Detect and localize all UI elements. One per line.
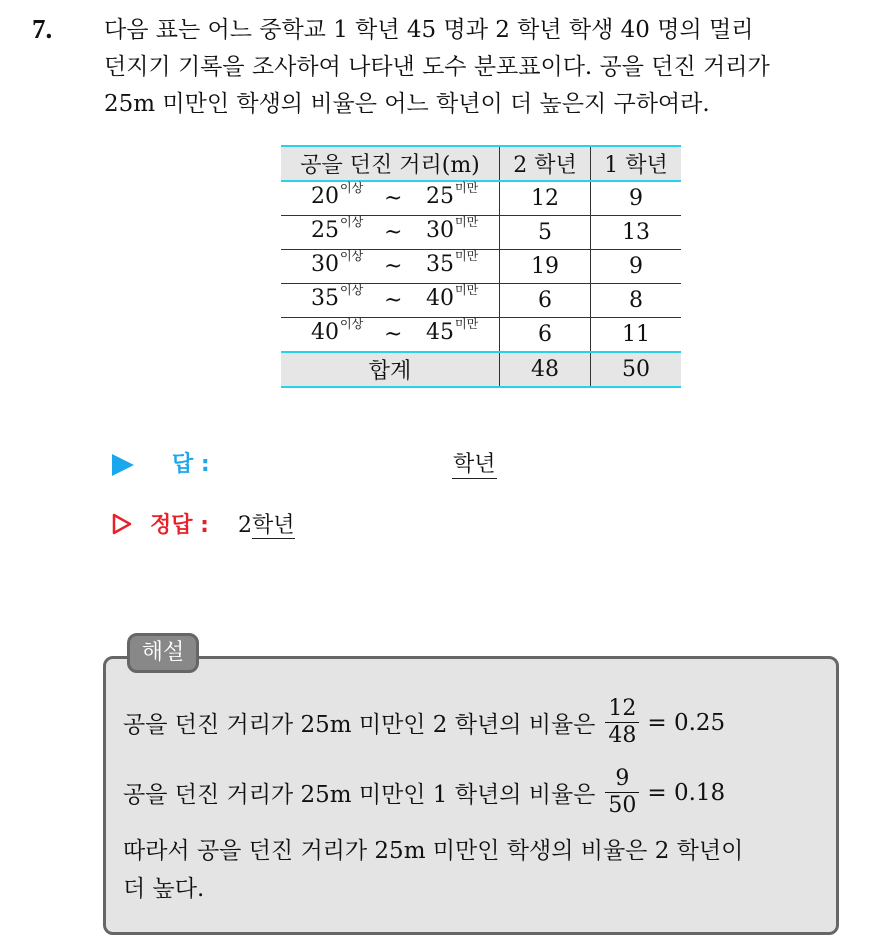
correct-value: [238, 508, 295, 539]
outline-triangle-icon: [112, 513, 132, 535]
range: [281, 318, 499, 351]
range-low-value: 40: [311, 320, 339, 345]
grade2-count: 19: [500, 250, 591, 284]
solution-line-3: 따라서 공을 던진 거리가 25m 미만인 학생의 비율은 2 학년이: [123, 838, 744, 864]
range-low-value: 25: [311, 218, 339, 243]
header-grade2: 2 학년: [500, 146, 591, 181]
grade1-count: 11: [591, 318, 682, 353]
grade1-count: 13: [591, 216, 682, 250]
solution-line-2: [123, 766, 725, 819]
solution-line-1-result: = 0.25: [647, 709, 726, 736]
correct-value-number: 2: [238, 513, 252, 538]
range-high-value: 35: [426, 252, 454, 277]
header-grade1: 1 학년: [591, 146, 682, 181]
total-label: 합계: [281, 352, 500, 387]
range-low-suffix: 이상: [340, 249, 364, 263]
range-low: [311, 249, 364, 277]
range-tilde: ~: [384, 220, 403, 245]
range-high-suffix: 미만: [455, 181, 479, 195]
range-low: [311, 181, 364, 209]
table-row: [281, 250, 681, 284]
range-low-suffix: 이상: [340, 317, 364, 331]
range-high: [426, 215, 479, 243]
total-grade2: 48: [500, 352, 591, 387]
solution-tab: 해설: [127, 633, 199, 673]
range-high: [426, 283, 479, 311]
filled-triangle-icon: [112, 454, 134, 476]
range: [281, 250, 499, 283]
answer-blank[interactable]: [452, 447, 497, 479]
range-low-value: 35: [311, 286, 339, 311]
grade2-count: 6: [500, 318, 591, 353]
table-row: [281, 318, 681, 353]
range-high-suffix: 미만: [455, 215, 479, 229]
range-cell: [281, 181, 500, 216]
question-line-3: 25m 미만인 학생의 비율은 어느 학년이 더 높은지 구하여라.: [104, 91, 710, 117]
solution-line-1-text: 공을 던진 거리가 25m 미만인 2 학년의 비율은: [123, 712, 596, 738]
range: [281, 216, 499, 249]
range-low-suffix: 이상: [340, 283, 364, 297]
grade2-count: 12: [500, 181, 591, 216]
range-low: [311, 215, 364, 243]
grade1-count: 9: [591, 250, 682, 284]
grade1-count: 8: [591, 284, 682, 318]
range-tilde: ~: [384, 186, 403, 211]
range-high-value: 25: [426, 184, 454, 209]
correct-label: 정답 :: [150, 513, 209, 538]
range-high: [426, 181, 479, 209]
solution-line-4: 더 높다.: [123, 876, 205, 902]
solution-line-2-result: = 0.18: [647, 779, 726, 806]
fraction-numerator: 9: [615, 766, 630, 791]
answer-label: 답 :: [172, 452, 210, 477]
range-high: [426, 249, 479, 277]
question-text: [104, 12, 874, 123]
range-cell: [281, 318, 500, 353]
fraction-numerator: 12: [608, 696, 637, 721]
solution-line-2-text: 공을 던진 거리가 25m 미만인 1 학년의 비율은: [123, 782, 596, 808]
solution-line-1: [123, 696, 725, 749]
range-low-value: 30: [311, 252, 339, 277]
question-line-2: 던지기 기록을 조사하여 나타낸 도수 분포표이다. 공을 던진 거리가: [104, 54, 770, 80]
correct-answer-line: [112, 507, 412, 543]
range-high-value: 45: [426, 320, 454, 345]
question-number: 7.: [32, 14, 53, 44]
fraction-denominator: 50: [605, 792, 639, 819]
grade1-count: 9: [591, 181, 682, 216]
range: [281, 284, 499, 317]
range-cell: [281, 284, 500, 318]
range-tilde: ~: [384, 322, 403, 347]
table-row: [281, 181, 681, 216]
range-tilde: ~: [384, 254, 403, 279]
range-low-suffix: 이상: [340, 181, 364, 195]
range-low-suffix: 이상: [340, 215, 364, 229]
table-row: [281, 216, 681, 250]
fraction-grade1: [605, 766, 639, 819]
range-low: [311, 283, 364, 311]
range-low: [311, 317, 364, 345]
correct-value-unit: 학년: [252, 513, 295, 538]
frequency-table: [281, 145, 681, 388]
range-high-value: 30: [426, 218, 454, 243]
total-grade1: 50: [591, 352, 682, 387]
grade2-count: 5: [500, 216, 591, 250]
fraction-grade2: [605, 696, 639, 749]
table-header-row: [281, 146, 681, 181]
range-high-suffix: 미만: [455, 317, 479, 331]
range-high-suffix: 미만: [455, 283, 479, 297]
answer-line: [112, 446, 532, 482]
range-tilde: ~: [384, 288, 403, 313]
range-high: [426, 317, 479, 345]
question-line-1: 다음 표는 어느 중학교 1 학년 45 명과 2 학년 학생 40 명의 멀리: [104, 17, 754, 43]
range-cell: [281, 216, 500, 250]
range-high-suffix: 미만: [455, 249, 479, 263]
fraction-denominator: 48: [605, 722, 639, 749]
range: [281, 182, 499, 215]
table-row: [281, 284, 681, 318]
header-distance: 공을 던진 거리(m): [281, 146, 500, 181]
table-total-row: [281, 352, 681, 387]
range-cell: [281, 250, 500, 284]
range-low-value: 20: [311, 184, 339, 209]
answer-unit: 학년: [453, 452, 496, 477]
range-high-value: 40: [426, 286, 454, 311]
grade2-count: 6: [500, 284, 591, 318]
